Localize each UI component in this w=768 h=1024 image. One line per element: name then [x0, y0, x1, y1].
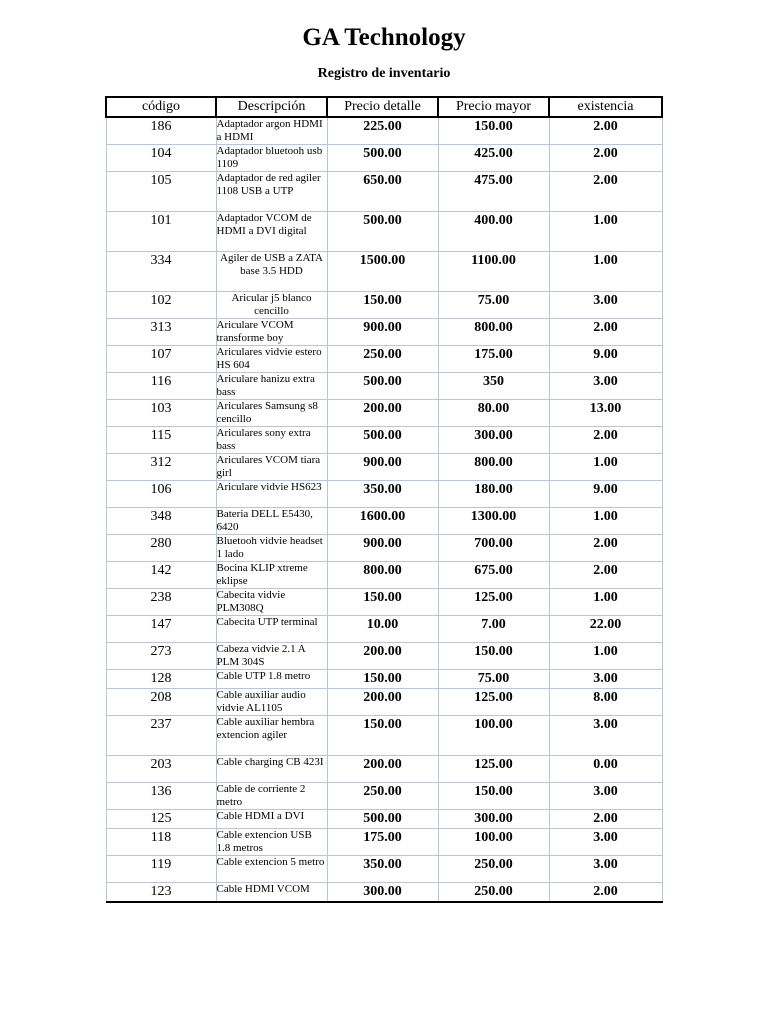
cell-precio-mayor: 180.00	[438, 481, 549, 508]
cell-codigo: 106	[106, 481, 216, 508]
table-row	[106, 616, 662, 643]
cell-descripcion: Bocina KLIP xtreme eklipse	[216, 562, 327, 589]
cell-codigo: 312	[106, 454, 216, 481]
cell-descripcion: Cable auxiliar hembra extencion agiler	[216, 716, 327, 756]
table-row	[106, 427, 662, 454]
cell-precio-detalle: 150.00	[327, 716, 438, 756]
cell-existencia: 3.00	[549, 373, 662, 400]
cell-codigo: 237	[106, 716, 216, 756]
cell-codigo: 115	[106, 427, 216, 454]
cell-precio-detalle: 200.00	[327, 643, 438, 670]
cell-codigo: 334	[106, 252, 216, 292]
cell-codigo: 136	[106, 783, 216, 810]
cell-existencia: 3.00	[549, 829, 662, 856]
cell-codigo: 203	[106, 756, 216, 783]
table-row	[106, 117, 662, 145]
table-row	[106, 319, 662, 346]
cell-codigo: 128	[106, 670, 216, 689]
cell-descripcion: Cable HDMI VCOM	[216, 883, 327, 903]
table-row	[106, 756, 662, 783]
cell-precio-detalle: 900.00	[327, 454, 438, 481]
cell-descripcion: Cabeza vidvie 2.1 A PLM 304S	[216, 643, 327, 670]
cell-existencia: 3.00	[549, 856, 662, 883]
cell-descripcion: Aricular j5 blanco cencillo	[216, 292, 327, 319]
table-row	[106, 589, 662, 616]
cell-precio-mayor: 1300.00	[438, 508, 549, 535]
document-subtitle: Registro de inventario	[317, 66, 451, 81]
cell-descripcion: Agiler de USB a ZATA base 3.5 HDD	[216, 252, 327, 292]
cell-existencia: 9.00	[549, 346, 662, 373]
table-header-row	[106, 97, 662, 117]
cell-existencia: 3.00	[549, 783, 662, 810]
cell-precio-mayor: 75.00	[438, 292, 549, 319]
cell-existencia: 8.00	[549, 689, 662, 716]
cell-descripcion: Cable charging CB 423I	[216, 756, 327, 783]
cell-descripcion: Ariculare hanizu extra bass	[216, 373, 327, 400]
cell-codigo: 208	[106, 689, 216, 716]
cell-precio-detalle: 200.00	[327, 756, 438, 783]
table-body	[106, 117, 662, 902]
table-row	[106, 643, 662, 670]
cell-descripcion: Ariculares VCOM tiara girl	[216, 454, 327, 481]
cell-precio-mayor: 250.00	[438, 856, 549, 883]
cell-existencia: 3.00	[549, 670, 662, 689]
cell-existencia: 1.00	[549, 589, 662, 616]
cell-descripcion: Bluetooh vidvie headset 1 lado	[216, 535, 327, 562]
cell-existencia: 2.00	[549, 562, 662, 589]
table-row	[106, 481, 662, 508]
cell-descripcion: Ariculare vidvie HS623	[216, 481, 327, 508]
cell-existencia: 2.00	[549, 535, 662, 562]
cell-precio-mayor: 80.00	[438, 400, 549, 427]
cell-precio-mayor: 75.00	[438, 670, 549, 689]
cell-existencia: 2.00	[549, 172, 662, 212]
cell-precio-detalle: 250.00	[327, 346, 438, 373]
cell-precio-mayor: 300.00	[438, 427, 549, 454]
column-header-descripcion: Descripción	[216, 97, 327, 117]
table-row	[106, 508, 662, 535]
cell-existencia: 2.00	[549, 883, 662, 903]
cell-descripcion: Ariculares Samsung s8 cencillo	[216, 400, 327, 427]
cell-precio-mayor: 125.00	[438, 689, 549, 716]
table-row	[106, 212, 662, 252]
cell-codigo: 105	[106, 172, 216, 212]
cell-precio-mayor: 7.00	[438, 616, 549, 643]
cell-codigo: 147	[106, 616, 216, 643]
table-row	[106, 292, 662, 319]
column-header-precio-mayor: Precio mayor	[438, 97, 549, 117]
cell-precio-mayor: 425.00	[438, 145, 549, 172]
cell-precio-mayor: 100.00	[438, 829, 549, 856]
inventory-table	[105, 96, 663, 903]
cell-precio-detalle: 500.00	[327, 427, 438, 454]
cell-existencia: 22.00	[549, 616, 662, 643]
cell-descripcion: Adaptador bluetooh usb 1109	[216, 145, 327, 172]
cell-precio-mayor: 250.00	[438, 883, 549, 903]
cell-codigo: 313	[106, 319, 216, 346]
cell-precio-mayor: 700.00	[438, 535, 549, 562]
cell-precio-detalle: 10.00	[327, 616, 438, 643]
cell-existencia: 9.00	[549, 481, 662, 508]
cell-descripcion: Ariculares sony extra bass	[216, 427, 327, 454]
table-row	[106, 400, 662, 427]
cell-codigo: 103	[106, 400, 216, 427]
cell-precio-mayor: 800.00	[438, 319, 549, 346]
cell-descripcion: Cabecita UTP terminal	[216, 616, 327, 643]
cell-precio-detalle: 150.00	[327, 589, 438, 616]
cell-codigo: 116	[106, 373, 216, 400]
cell-precio-detalle: 500.00	[327, 373, 438, 400]
cell-codigo: 238	[106, 589, 216, 616]
cell-descripcion: Ariculare VCOM transforme boy	[216, 319, 327, 346]
cell-precio-detalle: 900.00	[327, 535, 438, 562]
cell-precio-mayor: 675.00	[438, 562, 549, 589]
cell-precio-detalle: 350.00	[327, 856, 438, 883]
table-row	[106, 810, 662, 829]
cell-codigo: 102	[106, 292, 216, 319]
cell-precio-detalle: 150.00	[327, 670, 438, 689]
cell-descripcion: Cable auxiliar audio vidvie AL1105	[216, 689, 327, 716]
column-header-precio-detalle: Precio detalle	[327, 97, 438, 117]
cell-existencia: 3.00	[549, 292, 662, 319]
cell-codigo: 348	[106, 508, 216, 535]
cell-precio-detalle: 200.00	[327, 400, 438, 427]
cell-codigo: 125	[106, 810, 216, 829]
cell-precio-detalle: 1500.00	[327, 252, 438, 292]
cell-precio-mayor: 150.00	[438, 643, 549, 670]
table-row	[106, 373, 662, 400]
cell-existencia: 1.00	[549, 508, 662, 535]
cell-precio-detalle: 900.00	[327, 319, 438, 346]
cell-existencia: 2.00	[549, 117, 662, 145]
cell-descripcion: Cable de corriente 2 metro	[216, 783, 327, 810]
cell-descripcion: Cabecita vidvie PLM308Q	[216, 589, 327, 616]
cell-precio-mayor: 400.00	[438, 212, 549, 252]
cell-precio-mayor: 125.00	[438, 589, 549, 616]
cell-codigo: 280	[106, 535, 216, 562]
cell-precio-detalle: 500.00	[327, 145, 438, 172]
cell-precio-detalle: 200.00	[327, 689, 438, 716]
cell-precio-mayor: 175.00	[438, 346, 549, 373]
cell-codigo: 142	[106, 562, 216, 589]
table-row	[106, 670, 662, 689]
cell-precio-detalle: 150.00	[327, 292, 438, 319]
cell-precio-mayor: 125.00	[438, 756, 549, 783]
table-row	[106, 689, 662, 716]
cell-existencia: 1.00	[549, 252, 662, 292]
cell-precio-detalle: 250.00	[327, 783, 438, 810]
cell-descripcion: Cable extencion 5 metro	[216, 856, 327, 883]
cell-precio-detalle: 175.00	[327, 829, 438, 856]
cell-codigo: 186	[106, 117, 216, 145]
cell-codigo: 107	[106, 346, 216, 373]
cell-codigo: 101	[106, 212, 216, 252]
table-row	[106, 172, 662, 212]
cell-descripcion: Adaptador VCOM de HDMI a DVI digital	[216, 212, 327, 252]
cell-existencia: 3.00	[549, 716, 662, 756]
cell-existencia: 2.00	[549, 427, 662, 454]
cell-descripcion: Cable HDMI a DVI	[216, 810, 327, 829]
cell-precio-detalle: 500.00	[327, 810, 438, 829]
cell-codigo: 118	[106, 829, 216, 856]
cell-codigo: 123	[106, 883, 216, 903]
cell-codigo: 119	[106, 856, 216, 883]
cell-descripcion: Ariculares vidvie estero HS 604	[216, 346, 327, 373]
cell-descripcion: Adaptador de red agiler 1108 USB a UTP	[216, 172, 327, 212]
cell-existencia: 1.00	[549, 643, 662, 670]
cell-precio-detalle: 225.00	[327, 117, 438, 145]
cell-codigo: 273	[106, 643, 216, 670]
cell-precio-detalle: 800.00	[327, 562, 438, 589]
table-row	[106, 783, 662, 810]
cell-codigo: 104	[106, 145, 216, 172]
column-header-existencia: existencia	[549, 97, 662, 117]
cell-precio-detalle: 1600.00	[327, 508, 438, 535]
document-title: GA Technology	[302, 24, 466, 51]
cell-existencia: 0.00	[549, 756, 662, 783]
cell-precio-mayor: 1100.00	[438, 252, 549, 292]
cell-precio-mayor: 350	[438, 373, 549, 400]
cell-existencia: 13.00	[549, 400, 662, 427]
table-row	[106, 454, 662, 481]
table-row	[106, 346, 662, 373]
cell-precio-detalle: 650.00	[327, 172, 438, 212]
cell-existencia: 2.00	[549, 810, 662, 829]
cell-descripcion: Cable extencion USB 1.8 metros	[216, 829, 327, 856]
cell-descripcion: Adaptador argon HDMI a HDMI	[216, 117, 327, 145]
cell-precio-mayor: 800.00	[438, 454, 549, 481]
cell-descripcion: Bateria DELL E5430, 6420	[216, 508, 327, 535]
table-row	[106, 829, 662, 856]
table-row	[106, 716, 662, 756]
cell-precio-mayor: 475.00	[438, 172, 549, 212]
cell-existencia: 1.00	[549, 454, 662, 481]
table-row	[106, 562, 662, 589]
table-row	[106, 856, 662, 883]
table-row	[106, 145, 662, 172]
cell-descripcion: Cable UTP 1.8 metro	[216, 670, 327, 689]
table-row	[106, 883, 662, 903]
column-header-codigo: código	[106, 97, 216, 117]
cell-precio-mayor: 100.00	[438, 716, 549, 756]
cell-precio-detalle: 350.00	[327, 481, 438, 508]
cell-precio-detalle: 300.00	[327, 883, 438, 903]
table-row	[106, 535, 662, 562]
cell-precio-mayor: 300.00	[438, 810, 549, 829]
cell-existencia: 2.00	[549, 319, 662, 346]
cell-existencia: 2.00	[549, 145, 662, 172]
cell-existencia: 1.00	[549, 212, 662, 252]
cell-precio-mayor: 150.00	[438, 783, 549, 810]
cell-precio-detalle: 500.00	[327, 212, 438, 252]
cell-precio-mayor: 150.00	[438, 117, 549, 145]
table-row	[106, 252, 662, 292]
